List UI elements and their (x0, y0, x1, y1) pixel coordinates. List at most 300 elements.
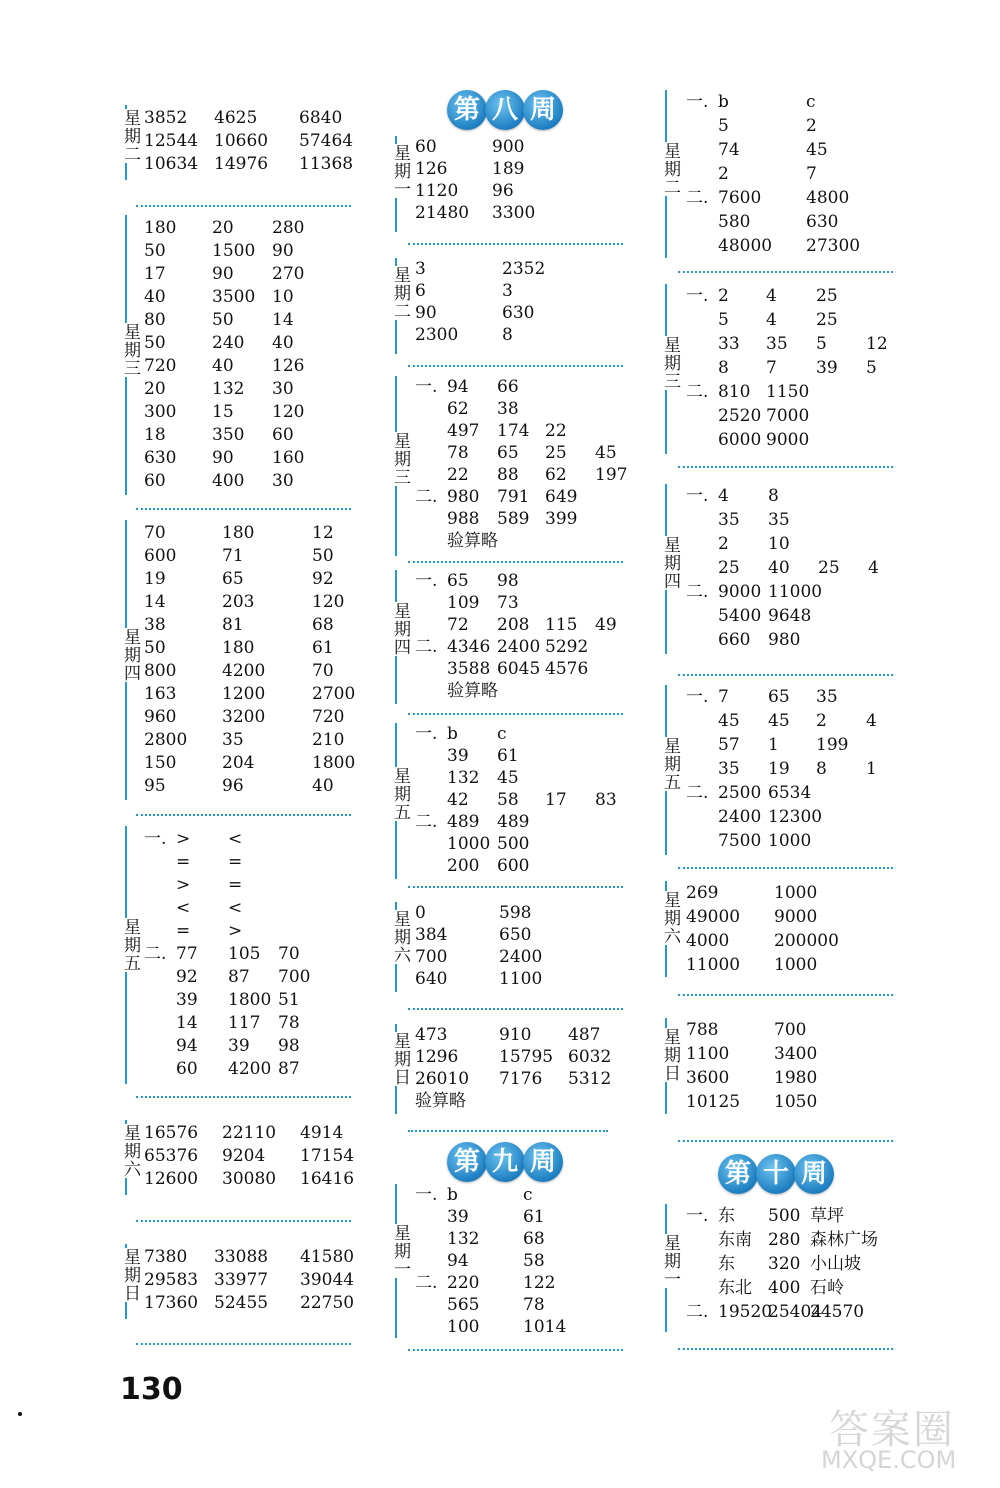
day-label: 星期三 (120, 323, 140, 377)
answer-cell: 10 (768, 534, 790, 554)
badge-char: 八 (485, 90, 525, 130)
answer-cell: 18 (144, 425, 166, 445)
answer-cell: 验算略 (447, 681, 498, 701)
answer-cell: 2352 (502, 259, 546, 279)
section-c2-sat (388, 902, 628, 992)
answer-cell: 3400 (774, 1044, 818, 1064)
answer-cell: 50 (144, 333, 166, 353)
answer-cell: 92 (312, 569, 334, 589)
answer-cell: 6534 (768, 783, 812, 803)
answer-cell: 5 (866, 358, 877, 378)
answer-cell: c (523, 1185, 533, 1205)
dotted-divider (136, 1096, 351, 1098)
answer-cell: 650 (499, 925, 532, 945)
answer-cell: 60 (272, 425, 294, 445)
answer-cell: 70 (278, 944, 300, 964)
answer-cell: = (176, 921, 191, 941)
answer-cell: 65 (497, 443, 519, 463)
answer-cell: 87 (278, 1059, 300, 1079)
answer-cell: 280 (272, 218, 305, 238)
answer-cell: 62 (447, 399, 469, 419)
answer-cell: 98 (497, 571, 519, 591)
answer-cell: 15795 (499, 1047, 554, 1067)
answer-cell: 17 (545, 790, 567, 810)
answer-cell: 14 (144, 592, 166, 612)
answer-cell: 4000 (686, 931, 730, 951)
answer-cell: 二. (686, 582, 709, 602)
answer-cell: 163 (144, 684, 177, 704)
answer-cell: 11000 (686, 955, 741, 975)
answer-cell: 65 (447, 571, 469, 591)
answer-cell: 487 (568, 1025, 601, 1045)
answer-cell: 60 (144, 471, 166, 491)
answer-cell: 73 (497, 593, 519, 613)
answer-cell: 589 (497, 509, 530, 529)
answer-cell: 60 (176, 1059, 198, 1079)
answer-cell: 25 (816, 310, 838, 330)
answer-cell: 98 (278, 1036, 300, 1056)
answer-cell: 2 (816, 711, 827, 731)
section-c1-sun (118, 1244, 358, 1319)
answer-cell: 960 (144, 707, 177, 727)
answer-cell: 小山坡 (810, 1254, 861, 1274)
answer-cell: 630 (144, 448, 177, 468)
answer-cell: 180 (222, 638, 255, 658)
dotted-divider (136, 508, 351, 510)
answer-cell: 20 (212, 218, 234, 238)
answer-cell: 1980 (774, 1068, 818, 1088)
section-c3-tue (658, 90, 903, 258)
answer-cell: 5 (718, 116, 729, 136)
answer-cell: 4200 (222, 661, 266, 681)
answer-cell: 39 (447, 1207, 469, 1227)
answer-cell: 83 (595, 790, 617, 810)
answer-cell: 640 (415, 969, 448, 989)
answer-cell: 2500 (718, 783, 762, 803)
answer-cell: 180 (144, 218, 177, 238)
answer-cell: 森林广场 (810, 1230, 878, 1250)
answer-cell: 4 (868, 558, 879, 578)
answer-cell: 649 (545, 487, 578, 507)
answer-cell: 95 (144, 776, 166, 796)
answer-cell: 57464 (299, 131, 354, 151)
answer-cell: 120 (312, 592, 345, 612)
answer-cell: 石岭 (810, 1278, 844, 1298)
answer-cell: 70 (144, 523, 166, 543)
dotted-divider (678, 466, 893, 468)
answer-cell: 14 (176, 1013, 198, 1033)
answer-cell: 52455 (214, 1293, 269, 1313)
answer-cell: 600 (144, 546, 177, 566)
answer-cell: 30080 (222, 1169, 277, 1189)
answer-cell: 8 (816, 759, 827, 779)
dotted-divider (678, 271, 893, 273)
day-label: 星期五 (120, 918, 140, 972)
answer-cell: 25 (816, 286, 838, 306)
answer-cell: 720 (144, 356, 177, 376)
answer-cell: 24570 (810, 1302, 865, 1322)
answer-cell: 57 (718, 735, 740, 755)
answer-cell: 11368 (299, 154, 354, 174)
dotted-divider (678, 1140, 893, 1142)
answer-cell: 94 (176, 1036, 198, 1056)
badge-char: 第 (447, 1142, 487, 1182)
answer-cell: 500 (497, 834, 530, 854)
answer-cell: 132 (212, 379, 245, 399)
answer-cell: 565 (447, 1295, 480, 1315)
answer-cell: 1 (768, 735, 779, 755)
answer-cell: 980 (447, 487, 480, 507)
answer-cell: 240 (212, 333, 245, 353)
day-label: 星期日 (120, 1248, 140, 1302)
answer-cell: 33 (718, 334, 740, 354)
answer-cell: 4625 (214, 108, 258, 128)
answer-cell: 500 (768, 1206, 801, 1226)
answer-cell: 6045 (497, 659, 541, 679)
dotted-divider (136, 1220, 351, 1222)
answer-cell: 25404 (768, 1302, 823, 1322)
answer-cell: 33088 (214, 1247, 269, 1267)
answer-cell: < (228, 829, 243, 849)
answer-cell: 6032 (568, 1047, 612, 1067)
section-c2-thu (388, 570, 628, 704)
answer-cell: 72 (447, 615, 469, 635)
day-label: 星期三 (390, 432, 410, 486)
day-label: 星期五 (390, 767, 410, 821)
answer-cell: 1120 (415, 181, 459, 201)
day-label: 星期二 (390, 266, 410, 320)
dotted-divider (136, 205, 351, 207)
dotted-divider (408, 1130, 608, 1132)
answer-cell: 630 (502, 303, 535, 323)
answer-cell: 122 (523, 1273, 556, 1293)
answer-cell: 77 (176, 944, 198, 964)
answer-cell: 一. (144, 829, 167, 849)
answer-cell: 东南 (718, 1230, 752, 1250)
answer-cell: 4576 (545, 659, 589, 679)
answer-cell: 92 (176, 967, 198, 987)
answer-cell: 269 (686, 883, 719, 903)
answer-cell: 126 (272, 356, 305, 376)
answer-cell: > (176, 829, 191, 849)
answer-cell: 200 (447, 856, 480, 876)
answer-cell: 189 (492, 159, 525, 179)
answer-cell: 10 (272, 287, 294, 307)
answer-cell: 17 (144, 264, 166, 284)
answer-cell: 一. (415, 1185, 438, 1205)
answer-cell: 910 (499, 1025, 532, 1045)
answer-cell: < (228, 898, 243, 918)
answer-cell: 东 (718, 1254, 735, 1274)
answer-cell: 7500 (718, 831, 762, 851)
answer-cell: 17360 (144, 1293, 199, 1313)
answer-cell: 115 (545, 615, 578, 635)
answer-cell: 203 (222, 592, 255, 612)
answer-cell: 19520 (718, 1302, 773, 1322)
answer-cell: 39044 (300, 1270, 355, 1290)
answer-cell: 199 (816, 735, 849, 755)
section-c3-mon10 (658, 1204, 903, 1332)
answer-cell: 720 (312, 707, 345, 727)
answer-cell: 7600 (718, 188, 762, 208)
answer-cell: 50 (212, 310, 234, 330)
answer-cell: 2700 (312, 684, 356, 704)
answer-cell: 60 (415, 137, 437, 157)
watermark-logo: 答案圈 (829, 1407, 955, 1453)
badge-char: 九 (485, 1142, 525, 1182)
answer-cell: 87 (228, 967, 250, 987)
answer-cell: 29583 (144, 1270, 199, 1290)
answer-cell: 1800 (312, 753, 356, 773)
answer-cell: 一. (686, 486, 709, 506)
answer-cell: 40 (144, 287, 166, 307)
dotted-divider (408, 1349, 623, 1351)
answer-cell: 5400 (718, 606, 762, 626)
day-label: 星期六 (120, 1124, 140, 1178)
answer-cell: 一. (415, 571, 438, 591)
section-c1-fri (118, 826, 358, 1084)
answer-cell: b (447, 1185, 458, 1205)
answer-cell: 二. (415, 1273, 438, 1293)
answer-cell: 25 (818, 558, 840, 578)
answer-cell: 2 (806, 116, 817, 136)
answer-cell: 草坪 (810, 1206, 844, 1226)
answer-cell: 700 (774, 1020, 807, 1040)
answer-cell: 660 (718, 630, 751, 650)
answer-cell: 2400 (499, 947, 543, 967)
answer-cell: 7 (806, 164, 817, 184)
answer-cell: 400 (768, 1278, 801, 1298)
answer-cell: 1050 (774, 1092, 818, 1112)
answer-cell: 二. (144, 944, 167, 964)
answer-cell: 30 (272, 379, 294, 399)
answer-cell: 384 (415, 925, 448, 945)
answer-cell: 598 (499, 903, 532, 923)
answer-cell: 东北 (718, 1278, 752, 1298)
answer-cell: 49000 (686, 907, 741, 927)
answer-cell: 9000 (766, 430, 810, 450)
answer-cell: 一. (686, 1206, 709, 1226)
answer-cell: 27300 (806, 236, 861, 256)
answer-cell: 6840 (299, 108, 343, 128)
answer-cell: > (176, 875, 191, 895)
answer-cell: 4 (766, 286, 777, 306)
answer-cell: 二. (686, 1302, 709, 1322)
answer-cell: 88 (497, 465, 519, 485)
answer-cell: 788 (686, 1020, 719, 1040)
answer-cell: 2300 (415, 325, 459, 345)
answer-cell: 900 (492, 137, 525, 157)
answer-cell: 9000 (718, 582, 762, 602)
answer-cell: 68 (523, 1229, 545, 1249)
answer-cell: 2 (718, 286, 729, 306)
answer-cell: 90 (415, 303, 437, 323)
answer-cell: c (497, 724, 507, 744)
answer-cell: 4914 (300, 1123, 344, 1143)
answer-cell: 800 (144, 661, 177, 681)
section-c2-sun (388, 1024, 628, 1114)
answer-cell: 一. (415, 724, 438, 744)
answer-cell: 120 (272, 402, 305, 422)
answer-cell: 1200 (222, 684, 266, 704)
answer-cell: 东 (718, 1206, 735, 1226)
answer-cell: 3 (502, 281, 513, 301)
answer-cell: 50 (144, 241, 166, 261)
answer-cell: 58 (497, 790, 519, 810)
day-label: 星期五 (660, 737, 680, 791)
answer-cell: 50 (144, 638, 166, 658)
answer-cell: 400 (212, 471, 245, 491)
answer-cell: 399 (545, 509, 578, 529)
answer-cell: b (447, 724, 458, 744)
answer-cell: 2800 (144, 730, 188, 750)
answer-cell: 15 (212, 402, 234, 422)
answer-cell: 1296 (415, 1047, 459, 1067)
week-9-badge (447, 1142, 562, 1182)
answer-cell: 3500 (212, 287, 256, 307)
day-label: 星期三 (660, 336, 680, 390)
answer-cell: 208 (497, 615, 530, 635)
answer-cell: 3852 (144, 108, 188, 128)
answer-cell: 3200 (222, 707, 266, 727)
answer-cell: = (228, 852, 243, 872)
badge-char: 第 (718, 1154, 758, 1194)
answer-cell: 105 (228, 944, 261, 964)
answer-cell: 70 (312, 661, 334, 681)
answer-cell: 25 (545, 443, 567, 463)
answer-cell: 10634 (144, 154, 199, 174)
answer-cell: 5 (718, 310, 729, 330)
section-c3-sat (658, 881, 903, 977)
answer-cell: 810 (718, 382, 751, 402)
answer-cell: 497 (447, 421, 480, 441)
answer-cell: 17154 (300, 1146, 355, 1166)
answer-cell: < (176, 898, 191, 918)
answer-cell: 45 (595, 443, 617, 463)
answer-cell: 2 (718, 534, 729, 554)
answer-cell: 126 (415, 159, 448, 179)
answer-cell: 74 (718, 140, 740, 160)
answer-cell: 48000 (718, 236, 773, 256)
answer-cell: 二. (415, 812, 438, 832)
answer-cell: 45 (768, 711, 790, 731)
week-10-badge (718, 1154, 833, 1194)
dotted-divider (678, 994, 893, 996)
section-c1-wed (118, 215, 358, 495)
answer-cell: 7380 (144, 1247, 188, 1267)
answer-cell: 94 (447, 377, 469, 397)
answer-cell: 90 (272, 241, 294, 261)
answer-cell: 4 (766, 310, 777, 330)
answer-cell: 11000 (768, 582, 823, 602)
answer-cell: 10660 (214, 131, 269, 151)
answer-cell: 6000 (718, 430, 762, 450)
answer-cell: 一. (415, 377, 438, 397)
answer-cell: 90 (212, 448, 234, 468)
answer-cell: 204 (222, 753, 255, 773)
section-c2-mon (388, 136, 628, 232)
answer-cell: 8 (502, 325, 513, 345)
answer-cell: 0 (415, 903, 426, 923)
page-number: 130 (120, 1372, 183, 1407)
dotted-divider (408, 713, 623, 715)
section-c2-wed (388, 376, 628, 556)
answer-cell: 61 (497, 746, 519, 766)
answer-cell: 220 (447, 1273, 480, 1293)
answer-cell: 7 (766, 358, 777, 378)
dotted-divider (136, 1343, 351, 1345)
answer-cell: 1000 (774, 883, 818, 903)
answer-cell: 20 (144, 379, 166, 399)
day-label: 星期一 (660, 1234, 680, 1288)
answer-cell: 1150 (766, 382, 810, 402)
answer-cell: 9204 (222, 1146, 266, 1166)
answer-cell: 二. (415, 637, 438, 657)
day-label: 星期一 (390, 1224, 410, 1278)
answer-cell: 41580 (300, 1247, 355, 1267)
answer-cell: 14976 (214, 154, 269, 174)
answer-cell: 14 (272, 310, 294, 330)
answer-cell: 30 (272, 471, 294, 491)
answer-cell: 21480 (415, 203, 470, 223)
answer-cell: 78 (523, 1295, 545, 1315)
answer-cell: 132 (447, 1229, 480, 1249)
badge-char: 周 (523, 90, 563, 130)
answer-cell: 35 (766, 334, 788, 354)
answer-cell: 1100 (499, 969, 543, 989)
dotted-divider (678, 674, 893, 676)
answer-cell: 1000 (774, 955, 818, 975)
answer-cell: 35 (816, 687, 838, 707)
answer-cell: 10125 (686, 1092, 741, 1112)
answer-cell: 一. (686, 286, 709, 306)
answer-cell: 35 (768, 510, 790, 530)
dotted-divider (678, 867, 893, 869)
section-c2-fri (388, 723, 628, 879)
answer-cell: 25 (718, 558, 740, 578)
section-c3-thu (658, 484, 903, 654)
answer-cell: 49 (595, 615, 617, 635)
answer-cell: 39 (176, 990, 198, 1010)
answer-cell: 80 (144, 310, 166, 330)
answer-cell: 33977 (214, 1270, 269, 1290)
answer-cell: 39 (816, 358, 838, 378)
answer-cell: 19 (768, 759, 790, 779)
answer-cell: 100 (447, 1317, 480, 1337)
day-label: 星期二 (660, 142, 680, 196)
answer-cell: 12 (866, 334, 888, 354)
badge-char: 周 (794, 1154, 834, 1194)
day-label: 星期四 (390, 602, 410, 656)
section-c1-tue (118, 105, 358, 180)
answer-cell: 8 (718, 358, 729, 378)
section-c2-mon9 (388, 1184, 628, 1338)
answer-cell: 174 (497, 421, 530, 441)
answer-cell: 61 (523, 1207, 545, 1227)
answer-cell: 65 (222, 569, 244, 589)
watermark (815, 1398, 985, 1478)
answer-cell: 39 (447, 746, 469, 766)
answer-cell: 350 (212, 425, 245, 445)
day-label: 星期日 (390, 1032, 410, 1086)
answer-cell: 验算略 (415, 1091, 466, 1111)
answer-cell: 一. (686, 92, 709, 112)
answer-cell: 7176 (499, 1069, 543, 1089)
answer-cell: 700 (415, 947, 448, 967)
answer-cell: 二. (686, 382, 709, 402)
dotted-divider (408, 243, 623, 245)
answer-cell: 988 (447, 509, 480, 529)
